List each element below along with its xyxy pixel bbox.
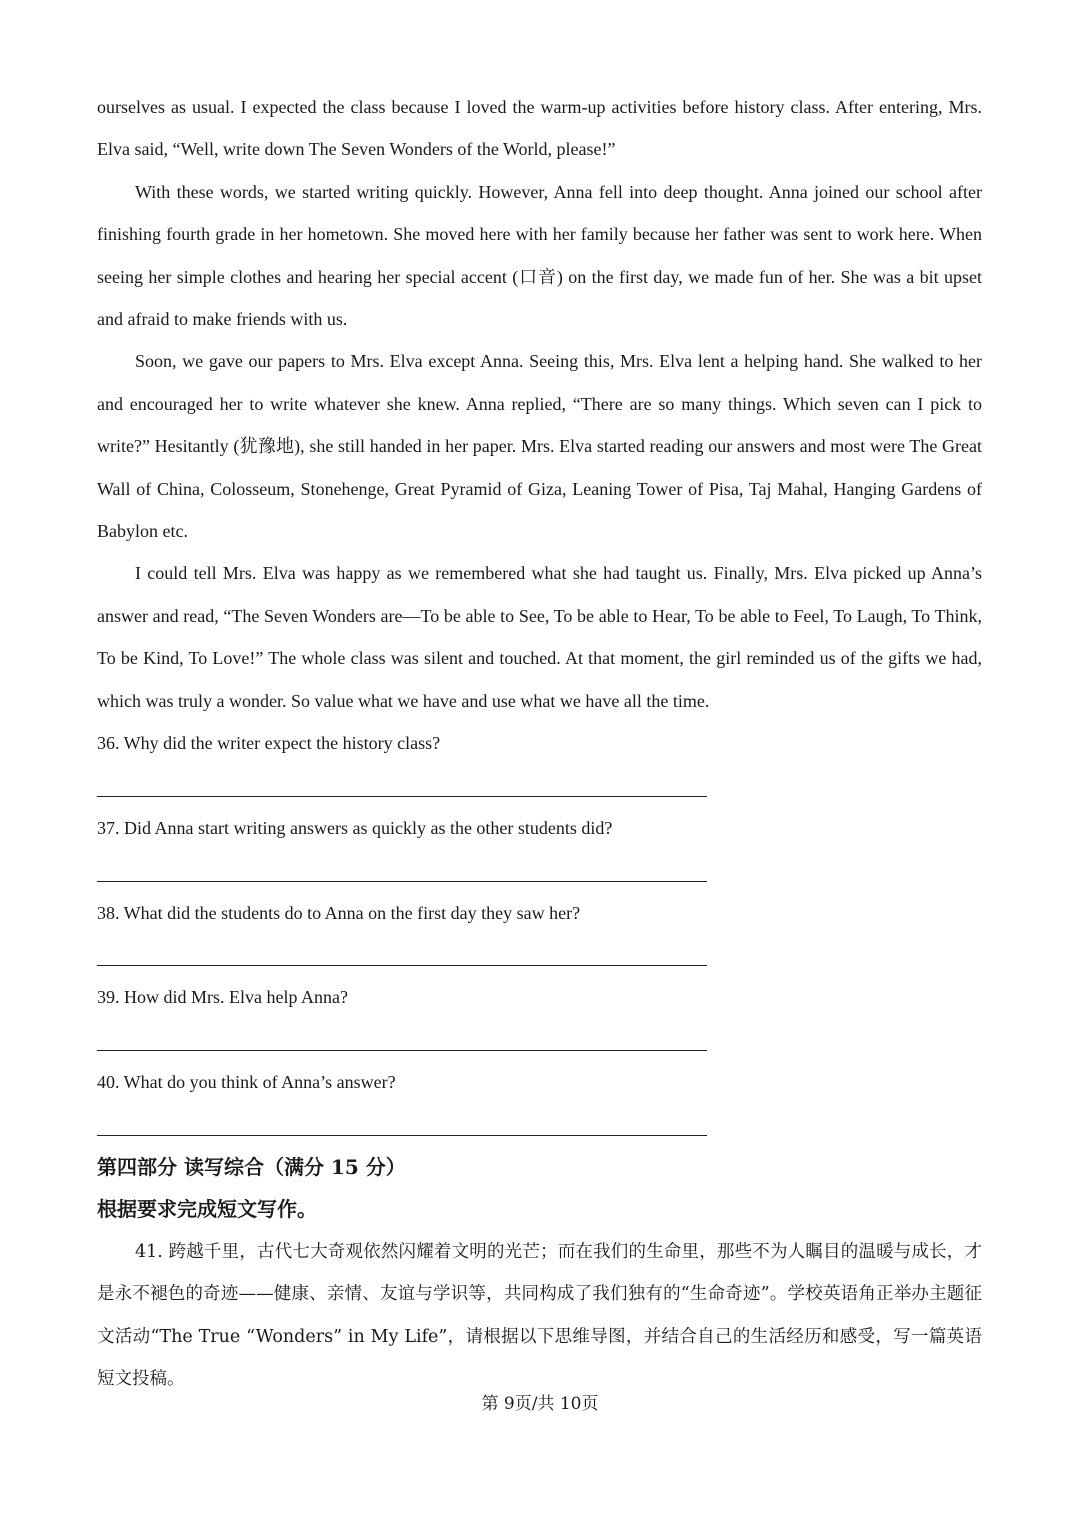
exam-page	[97, 86, 982, 1401]
passage-paragraph-3: Soon, we gave our papers to Mrs. Elva except Anna. Seeing this, Mrs. Elva lent a helping hand. She walked to her and encouraged her to write whatever she knew. Anna replied, “There are so many things. Which seven can I pick to write?” Hesitantly (犹豫地), she still handed in her paper. Mrs. Elva started reading our answers and most were The Great Wall of China, Colosseum, Stonehenge, Great Pyramid of Giza, Leaning Tower of Pisa, Taj Mahal, Hanging Gardens of Babylon etc.	[97, 351, 982, 542]
section-4-title: 第四部分 读写综合（满分 15 分）	[97, 1155, 406, 1180]
section-4-subtitle: 根据要求完成短文写作。	[97, 1197, 317, 1222]
page-number: 第 9页/共 10页	[481, 1394, 599, 1414]
question-39: 39. How did Mrs. Elva help Anna?	[97, 987, 348, 1008]
question-40: 40. What do you think of Anna’s answer?	[97, 1072, 396, 1093]
answer-line-39[interactable]	[97, 1019, 707, 1061]
passage-paragraph-2: With these words, we started writing quickly. However, Anna fell into deep thought. Anna joined our school after finishing fourth grade in her hometown. She moved here with her family because her father was sent to work here. When seeing her simple clothes and hearing her special accent (口音) on the first day, we made fun of her. She was a bit upset and afraid to make friends with us.	[97, 181, 982, 330]
question-37: 37. Did Anna start writing answers as quickly as the other students did?	[97, 817, 613, 838]
answer-line-38[interactable]	[97, 934, 707, 976]
answer-line-40[interactable]	[97, 1104, 707, 1146]
question-38: 38. What did the students do to Anna on the first day they saw her?	[97, 902, 581, 923]
writing-prompt-41: 41. 跨越千里，古代七大奇观依然闪耀着文明的光芒；而在我们的生命里，那些不为人瞩目的温暖与成长，才是永不褪色的奇迹——健康、亲情、友谊与学识等，共同构成了我们独有的“生命奇迹”。学校英语角正举办主题征文活动“The True “Wonders” in My Life”，请根据以下思维导图，并结合自己的生活经历和感受，写一篇英语短文投稿。	[97, 1241, 982, 1390]
answer-line-37[interactable]	[97, 849, 707, 891]
passage-paragraph-1: ourselves as usual. I expected the class because I loved the warm-up activities before history class. After entering, Mrs. Elva said, “Well, write down The Seven Wonders of the World, please!”	[97, 97, 982, 160]
passage-paragraph-4: I could tell Mrs. Elva was happy as we remembered what she had taught us. Finally, Mrs. Elva picked up Anna’s answer and read, “The Seven Wonders are—To be able to See, To be able to Hear, To be able to Feel, To Laugh, To Think, To be Kind, To Love!” The whole class was silent and touched. At that moment, the girl reminded us of the gifts we had, which was truly a wonder. So value what we have and use what we have all the time.	[97, 563, 982, 711]
answer-line-36[interactable]	[97, 765, 707, 807]
question-36: 36. Why did the writer expect the history class?	[97, 733, 441, 754]
